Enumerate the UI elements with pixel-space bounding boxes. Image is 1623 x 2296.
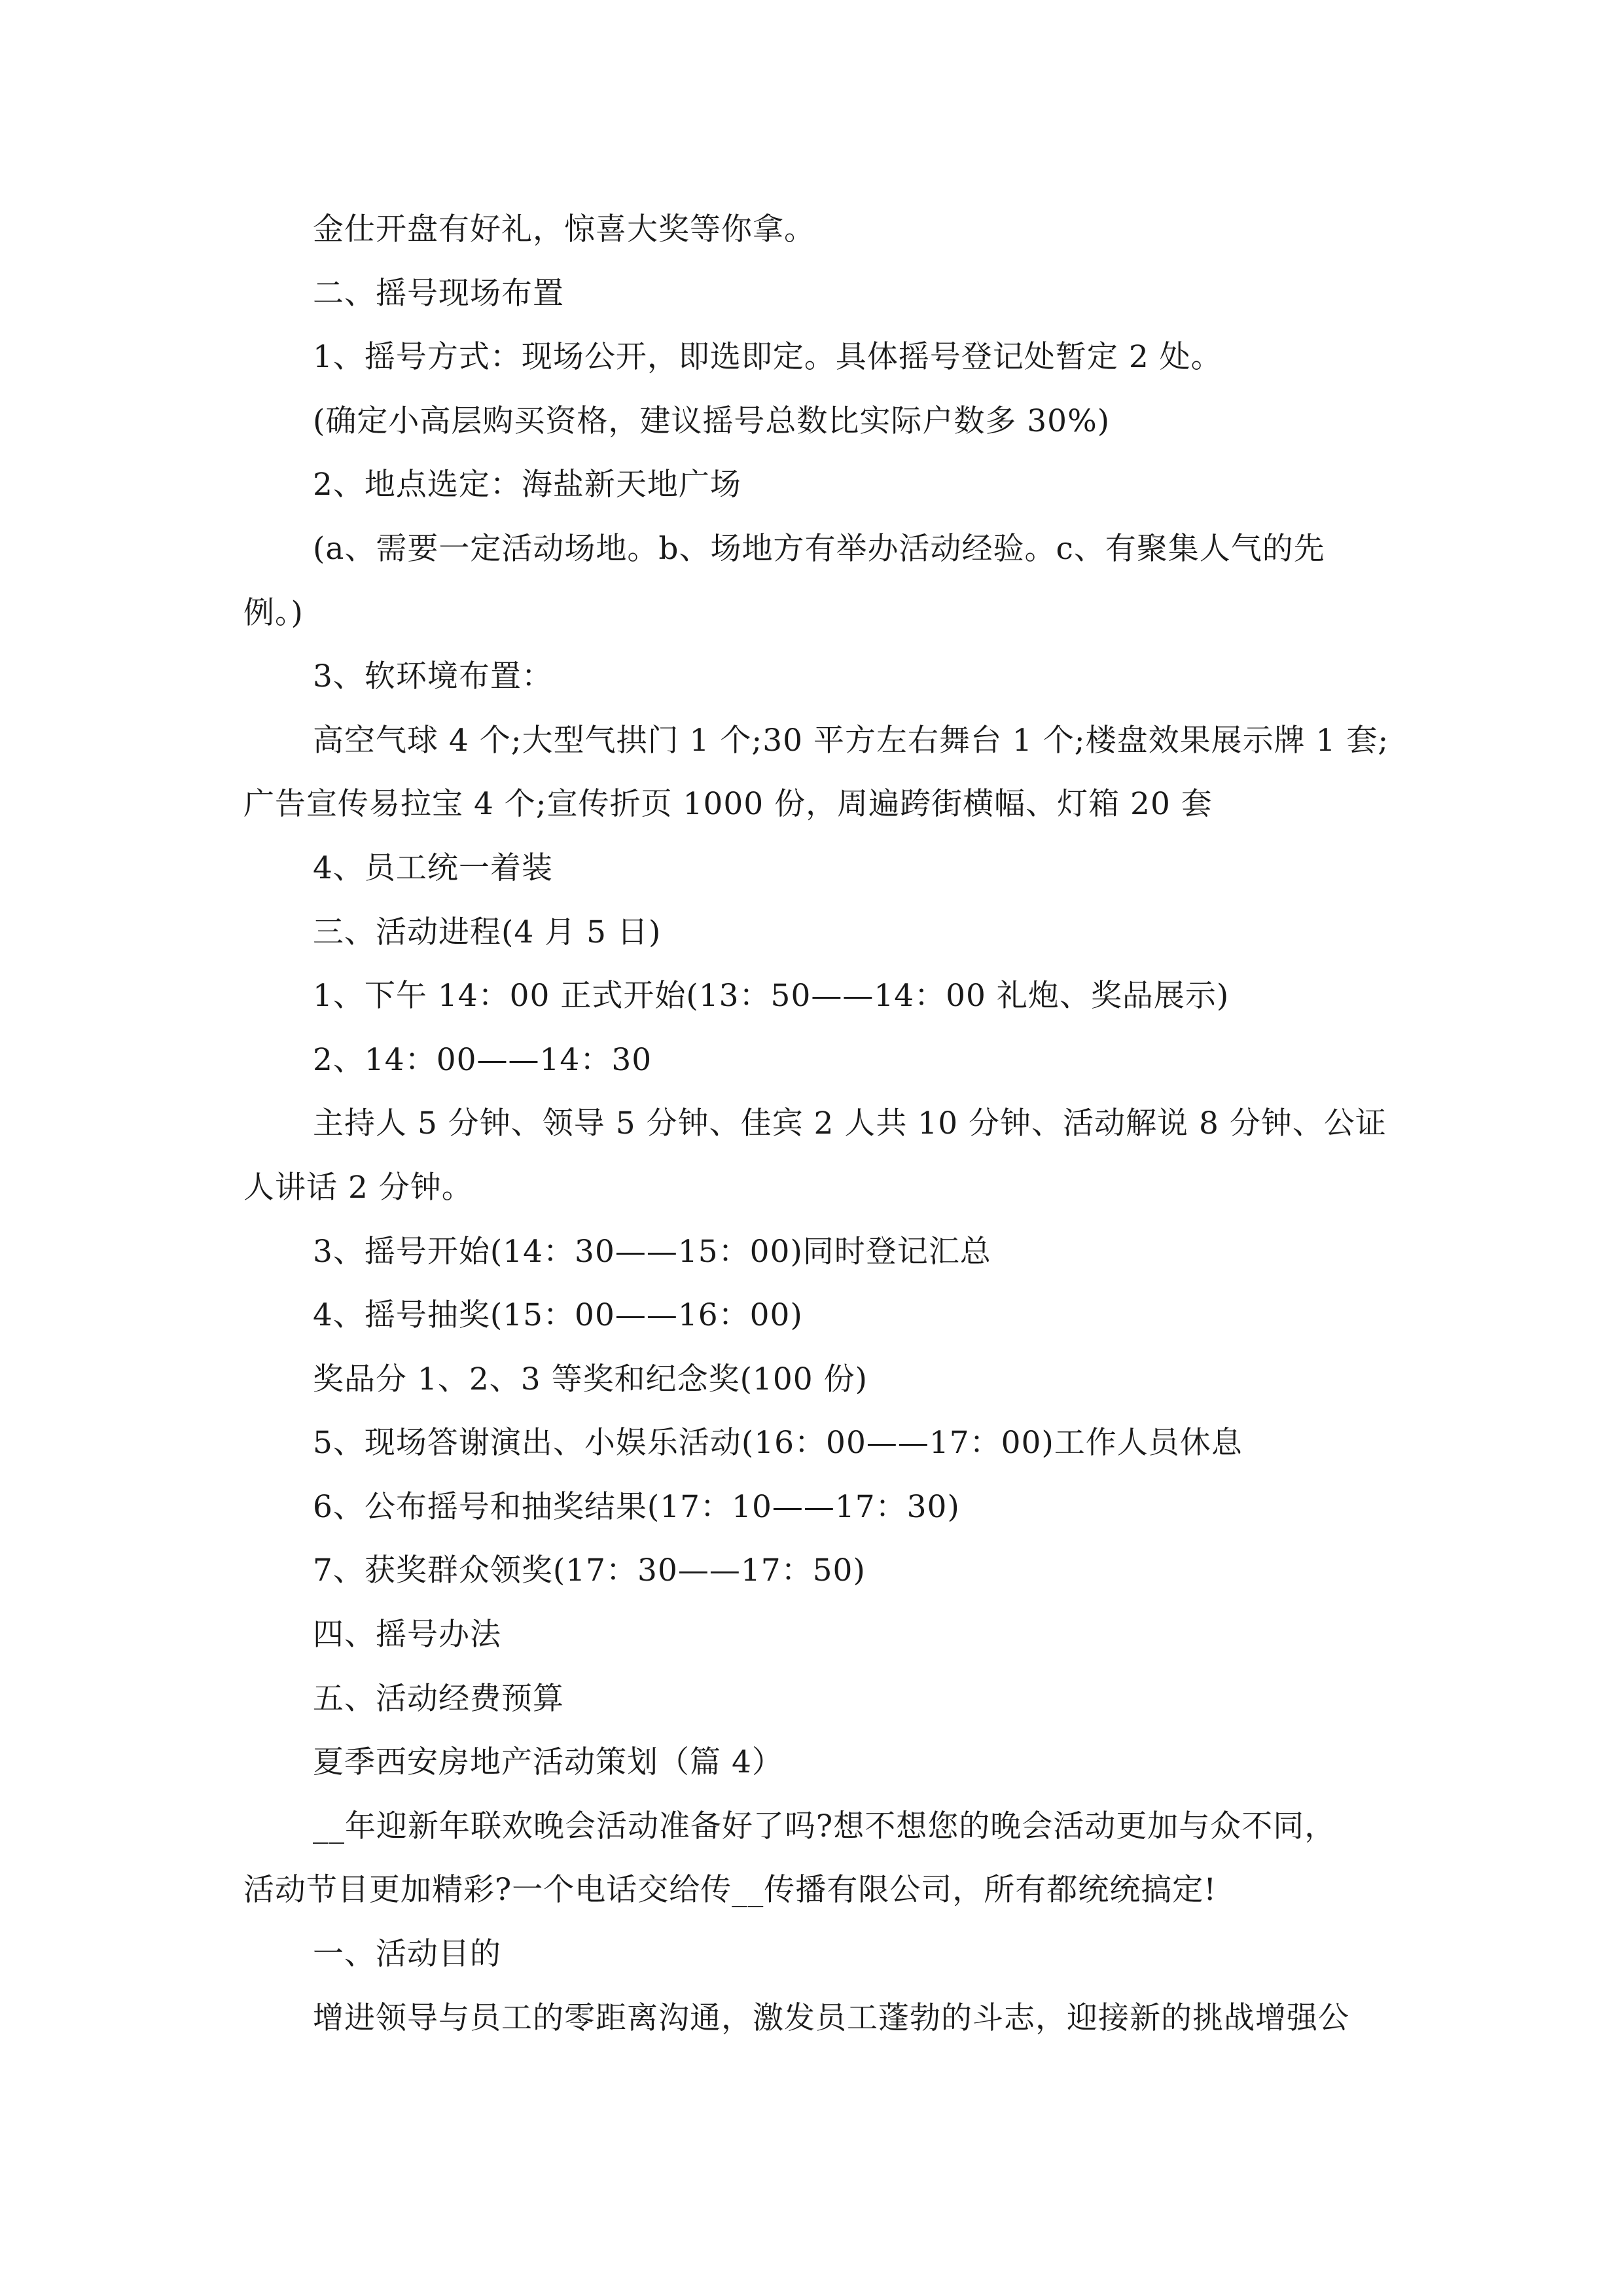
text-line: 五、活动经费预算 [313, 1680, 564, 1717]
document-body [243, 198, 1389, 2050]
text-line: 高空气球 4 个;大型气拱门 1 个;30 平方左右舞台 1 个;楼盘效果展示牌 1 套; [313, 722, 1389, 759]
text-line: 金仕开盘有好礼，惊喜大奖等你拿。 [313, 211, 815, 247]
text-line: 二、摇号现场布置 [313, 275, 564, 312]
text-line: 2、地点选定：海盐新天地广场 [313, 467, 741, 503]
text-line: 奖品分 1、2、3 等奖和纪念奖(100 份) [313, 1361, 868, 1397]
text-line: 5、现场答谢演出、小娱乐活动(16：00——17：00)工作人员休息 [313, 1425, 1243, 1462]
text-line: 一、活动目的 [313, 1936, 501, 1973]
text-line: 三、活动进程(4 月 5 日) [313, 914, 662, 950]
text-line: 增进领导与员工的零距离沟通，激发员工蓬勃的斗志，迎接新的挑战增强公 [313, 2000, 1349, 2036]
text-line: 例。) [243, 594, 304, 631]
text-line: 4、摇号抽奖(15：00——16：00) [313, 1297, 803, 1334]
text-line: 四、摇号办法 [313, 1617, 501, 1653]
text-line: 3、摇号开始(14：30——15：00)同时登记汇总 [313, 1233, 991, 1270]
text-line: 2、14：00——14：30 [313, 1041, 652, 1078]
text-line: 7、获奖群众领奖(17：30——17：50) [313, 1552, 866, 1589]
text-line: 6、公布摇号和抽奖结果(17：10——17：30) [313, 1488, 960, 1525]
text-line: 1、摇号方式：现场公开，即选即定。具体摇号登记处暂定 2 处。 [313, 339, 1222, 376]
text-line: 1、下午 14：00 正式开始(13：50——14：00 礼炮、奖品展示) [313, 978, 1230, 1014]
text-line: 夏季西安房地产活动策划（篇 4） [313, 1744, 783, 1781]
text-line: 人讲话 2 分钟。 [243, 1169, 473, 1206]
text-line: (a、需要一定活动场地。b、场地方有举办活动经验。c、有聚集人气的先 [313, 530, 1325, 567]
text-line: 活动节目更加精彩?一个电话交给传__传播有限公司，所有都统统搞定! [243, 1872, 1217, 1909]
text-line: __年迎新年联欢晚会活动准备好了吗?想不想您的晚会活动更加与众不同， [313, 1808, 1336, 1844]
text-line: 广告宣传易拉宝 4 个;宣传折页 1000 份，周遍跨街横幅、灯箱 20 套 [243, 786, 1213, 823]
text-line: 3、软环境布置： [313, 658, 553, 695]
text-line: 4、员工统一着装 [313, 850, 553, 886]
text-line: 主持人 5 分钟、领导 5 分钟、佳宾 2 人共 10 分钟、活动解说 8 分钟、公证 [313, 1105, 1387, 1142]
text-line: (确定小高层购买资格，建议摇号总数比实际户数多 30%) [313, 403, 1111, 439]
